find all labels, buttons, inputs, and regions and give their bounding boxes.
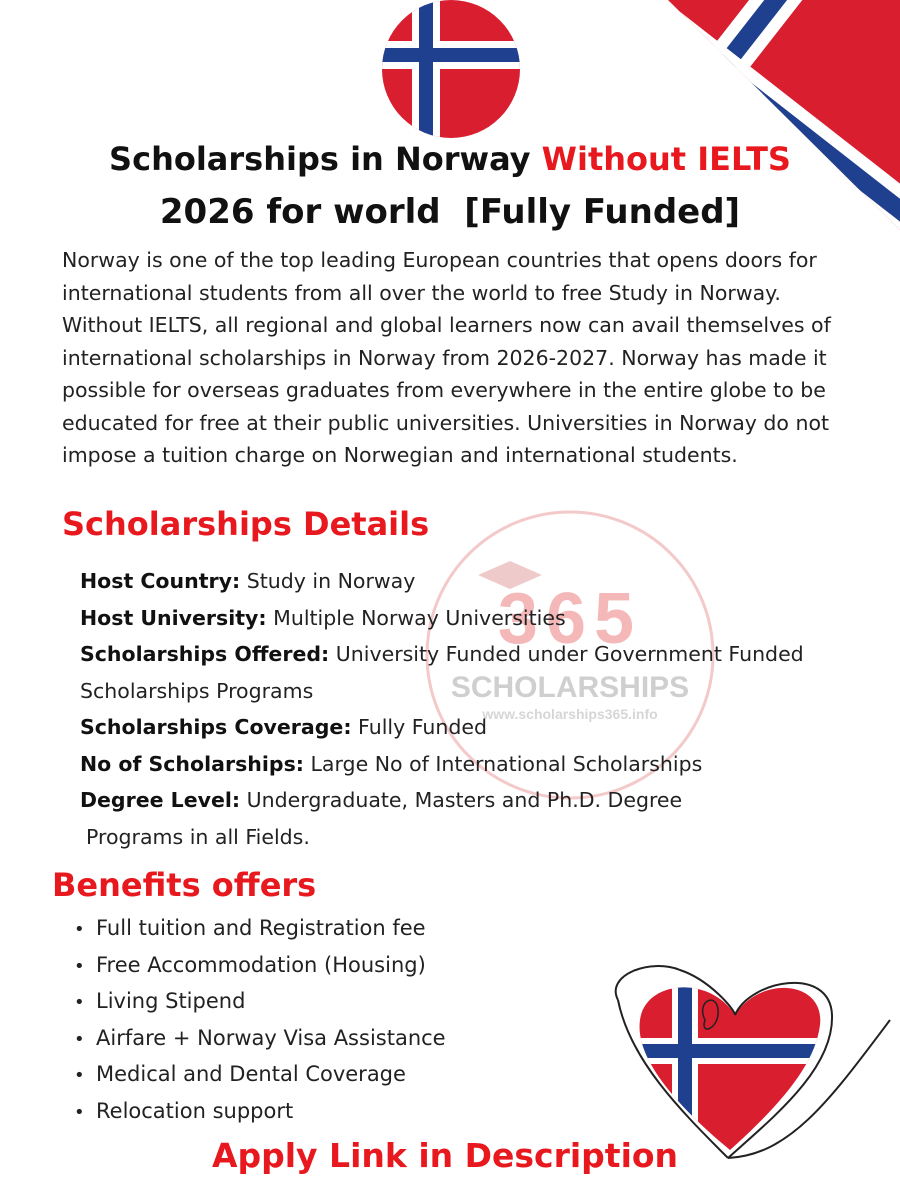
detail-degree-cont: Programs in all Fields. xyxy=(86,824,310,849)
detail-value: University Funded under Government Funded xyxy=(329,642,804,666)
watermark-number: 365 xyxy=(497,579,643,659)
intro-paragraph: Norway is one of the top leading European countries that opens doors for international students from all over the world to free Study in Norway. Without IELTS, all regional and global learners now can avail themselves of international scholarships in Norway from 2026-2027. Norway has made it possible for overseas graduates from everywhere in the entire globe to be educated for free at their public universities. Universities in Norway do not impose a tuition charge on Norwegian and international students. xyxy=(62,248,831,467)
bullet-icon: • xyxy=(74,919,85,940)
title-part1: Scholarships in Norway xyxy=(109,140,542,178)
detail-offered-cont: Scholarships Programs xyxy=(80,678,314,703)
detail-host-university xyxy=(80,600,890,637)
detail-label: Scholarships Offered: xyxy=(80,642,330,666)
detail-value: Large No of International Scholarships xyxy=(303,751,703,776)
bullet-icon: • xyxy=(74,1101,85,1123)
detail-number xyxy=(80,746,890,783)
details-heading: Scholarships Details xyxy=(62,505,430,543)
detail-value: Undergraduate, Masters and Ph.D. Degree xyxy=(240,788,683,812)
watermark-url: www.scholarships365.info xyxy=(482,706,658,722)
detail-label: Host University: xyxy=(80,605,267,630)
detail-host-country xyxy=(80,563,890,600)
list-item: • Free Accommodation (Housing) xyxy=(74,948,446,985)
list-item: • Relocation support xyxy=(74,1094,446,1131)
detail-label: No of Scholarships: xyxy=(80,751,304,776)
title-part2-red: Without IELTS xyxy=(541,140,791,178)
detail-offered xyxy=(80,636,890,673)
list-item: • Airfare + Norway Visa Assistance xyxy=(74,1021,446,1058)
detail-value: Fully Funded xyxy=(351,715,488,739)
bullet-icon: • xyxy=(74,1065,85,1086)
bullet-icon: • xyxy=(74,992,85,1013)
detail-value: Study in Norway xyxy=(240,569,416,593)
page-title-line1 xyxy=(0,140,900,178)
watermark-brand: SCHOLARSHIPS xyxy=(450,671,690,704)
details-list xyxy=(80,563,890,855)
list-item: • Medical and Dental Coverage xyxy=(74,1057,446,1094)
list-item: • Living Stipend xyxy=(74,984,446,1021)
detail-value: Multiple Norway Universities xyxy=(266,605,566,630)
detail-degree xyxy=(80,782,890,819)
list-item: • Full tuition and Registration fee xyxy=(74,911,446,948)
apply-link-cta: Apply Link in Description xyxy=(211,1136,679,1175)
page-title-line2: 2026 for world [Fully Funded] xyxy=(159,192,741,232)
detail-label: Host Country: xyxy=(80,569,241,593)
benefits-heading: Benefits offers xyxy=(52,866,317,904)
benefits-list xyxy=(74,911,446,1130)
detail-label: Scholarships Coverage: xyxy=(80,715,352,739)
norway-heart-icon xyxy=(600,960,900,1160)
bullet-icon: • xyxy=(74,1028,85,1050)
norway-flag-circle-icon xyxy=(382,0,520,138)
detail-coverage xyxy=(80,709,890,746)
bullet-icon: • xyxy=(74,955,85,977)
detail-label: Degree Level: xyxy=(80,788,241,812)
